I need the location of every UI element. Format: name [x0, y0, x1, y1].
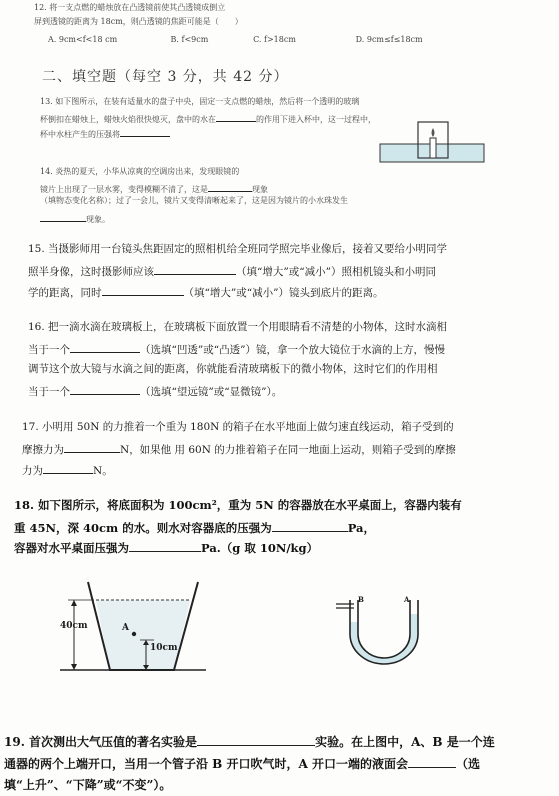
q12-option-c: C. f>18cm: [253, 35, 296, 44]
q16-blank-1[interactable]: [70, 343, 140, 353]
q18-blank-2[interactable]: [129, 542, 201, 552]
point-a-marker: [132, 632, 136, 636]
q14-blank-1[interactable]: [208, 182, 252, 192]
q17-line1: 17. 小明用 50N 的力推着一个重为 180N 的箱子在水平地面上做匀速直线运动，箱子受到的: [22, 421, 454, 433]
q13-line1: 13. 如下图所示，在装有适量水的盘子中央，固定一支点燃的蜡烛，然后将一个透明的玻璃: [40, 97, 360, 106]
q16-blank-2[interactable]: [70, 385, 140, 395]
q19-line3: 填“上升”、“下降”或“不变”）。: [4, 778, 172, 792]
q12-line2: 屏到透镜的距离为 18cm，则凸透镜的焦距可能是（ ）: [34, 17, 243, 26]
q13-line3: 杯中水柱产生的压强将: [40, 127, 170, 139]
q19-line1: 19. 首次测出大气压值的著名实验是 实验。在上图中，A、B 是一个连: [4, 735, 495, 749]
q12-option-b: B. f<9cm: [170, 35, 209, 44]
q16-line4: 当于一个 （选填“望远镜”或“显微镜”）。: [28, 386, 283, 398]
label-b: B: [358, 595, 364, 604]
q18-line3: 容器对水平桌面压强为 Pa.（g 取 10N/kg）: [14, 541, 319, 555]
u-tube-figure: [336, 592, 432, 662]
q18-line1: 18. 如下图所示，将底面积为 100cm²，重为 5N 的容器放在水平桌面上，容器内装有: [14, 498, 462, 512]
q15-line1: 15. 当摄影师用一台镜头焦距固定的照相机给全班同学照完毕业像后，接着又要给小明同学: [28, 243, 448, 255]
q13-blank-2[interactable]: [120, 127, 170, 137]
q12-options: [48, 36, 423, 44]
q13-blank-1[interactable]: [216, 112, 256, 122]
q14-line3: （填物态变化名称）；过了一会儿，镜片又变得清晰起来了，这是因为镜片的小水珠发生: [40, 196, 348, 205]
q15-blank-1[interactable]: [154, 265, 236, 275]
q16-line2: 当于一个 （选填“凹透”或“凸透”）镜，拿一个放大镜位于水滴的上方，慢慢: [28, 344, 445, 356]
q15-blank-2[interactable]: [102, 286, 184, 296]
q17-blank-1[interactable]: [64, 443, 120, 453]
q17-line3: 力为 N。: [22, 465, 113, 477]
q18-line2: 重 45N，深 40cm 的水。则水对容器底的压强为 Pa，: [14, 521, 375, 535]
q17-blank-2[interactable]: [43, 464, 93, 474]
q17-line2: 摩擦力为 N，如果他 用 60N 的力推着箱子在同一地面上运动，则箱子受到的摩擦: [22, 444, 456, 456]
q19-line2: 通器的两个上端开口，当用一个管子沿 B 开口吹气时，A 开口一端的液面会 （选: [4, 757, 481, 771]
q14-line1: 14. 炎热的夏天，小华从凉爽的空调房出来，发现眼镜的: [40, 167, 240, 176]
section-title: 二、填空题（每空 3 分，共 42 分）: [42, 69, 289, 85]
label-height: 10cm: [150, 643, 178, 653]
q12-line1: 12. 将一支点燃的蜡烛放在凸透镜前使其凸透镜成倒立: [34, 3, 226, 12]
q15-line2: 照半身像，这时摄影师应该 （填“增大”或“减小”）照相机镜头和小明同: [28, 266, 436, 278]
q14-blank-2[interactable]: [40, 212, 86, 222]
label-a: A: [404, 595, 410, 604]
q16-line3: 调节这个放大镜与水滴之间的距离，你就能看清玻璃板下的微小物体，这时它们的作用相: [28, 363, 438, 375]
q13-candle-figure: [378, 120, 488, 165]
q19-blank-1[interactable]: [197, 736, 315, 746]
label-point-a: A: [122, 623, 129, 633]
q14-line4: 现象。: [40, 212, 110, 224]
q19-blank-2[interactable]: [408, 758, 456, 768]
label-depth: 40cm: [60, 621, 88, 631]
q15-line3: 学的距离，同时 （填“增大”或“减小”）镜头到底片的距离。: [28, 287, 384, 299]
q14-line2: 镜片上出现了一层水雾，变得模糊不清了，这是 现象: [40, 182, 268, 194]
q13-line2: 杯倒扣在蜡烛上，蜡烛火焰很快熄灭，盘中的水在 的作用下进入杯中，这一过程中，: [40, 112, 376, 124]
q16-line1: 16. 把一滴水滴在玻璃板上，在玻璃板下面放置一个用眼睛看不清楚的小物体，这时水滴相: [28, 321, 448, 333]
q12-option-a: A. 9cm<f<18 cm: [48, 35, 118, 44]
q12-option-d: D. 9cm≤f≤18cm: [355, 35, 423, 44]
q18-blank-1[interactable]: [272, 522, 348, 532]
